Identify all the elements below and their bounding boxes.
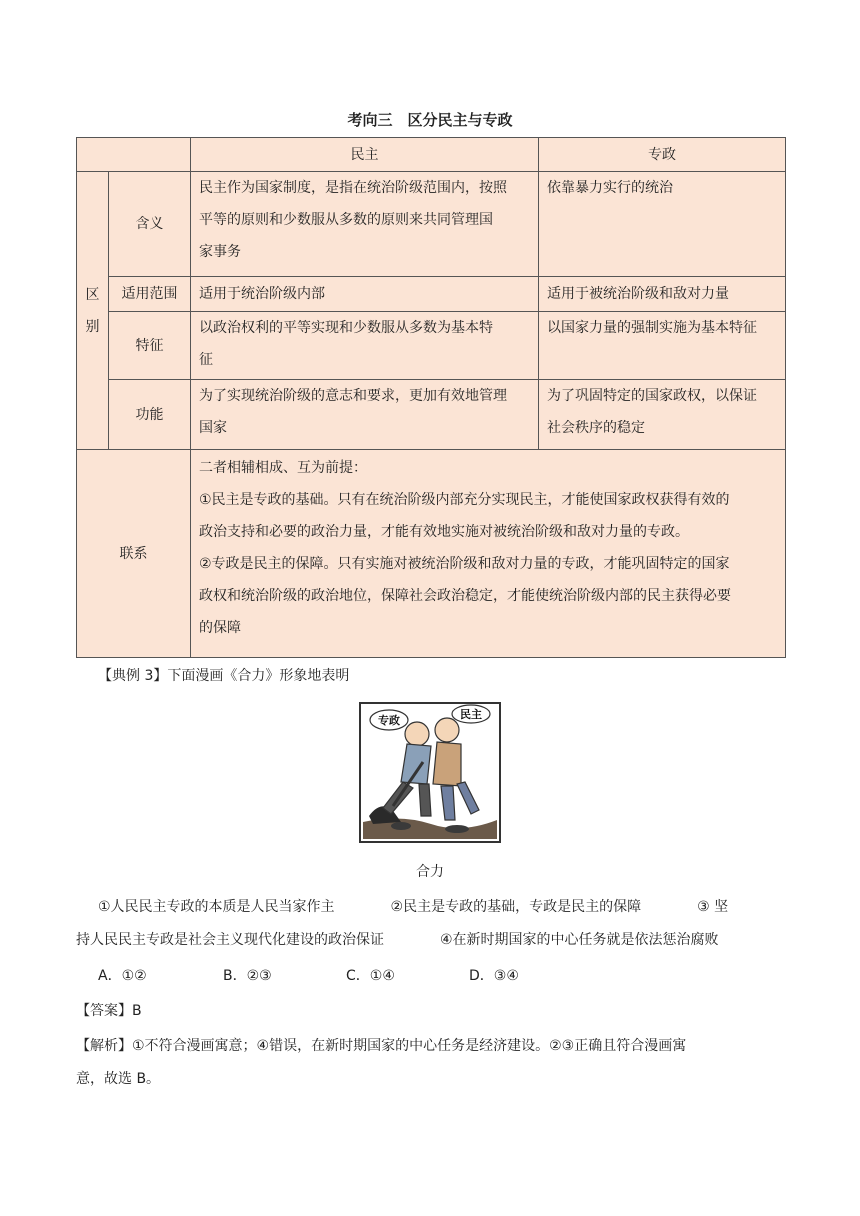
header-democracy: 民主 (191, 138, 539, 172)
text-line: 平等的原则和少数服从多数的原则来共同管理国 (199, 212, 493, 228)
text-line: 家事务 (199, 244, 241, 260)
text-line: 政治支持和必要的政治力量，才能有效地实施对被统治阶级和敌对力量的专政。 (199, 524, 689, 540)
cartoon-image (359, 702, 501, 843)
feature-dictatorship (539, 312, 786, 380)
text-line: 适用于统治阶级内部 (199, 286, 325, 302)
text-line: 二者相辅相成、互为前提： (199, 460, 367, 476)
group-label-char: 别 (85, 318, 100, 335)
options-row (98, 966, 807, 986)
text-line: 适用于被统治阶级和敌对力量 (547, 286, 729, 302)
text-line: 以政治权利的平等实现和少数服从多数为基本特 (199, 320, 493, 336)
group-label-difference (77, 172, 109, 450)
scope-democracy (191, 277, 539, 312)
analysis-line-2: 意，故选 B。 (76, 1071, 161, 1087)
statement-line-1: ①人民民主专政的本质是人民当家作主 ②民主是专政的基础，专政是民主的保障 ③ 坚 (98, 899, 729, 915)
answer: 【答案】B (76, 1003, 142, 1019)
relation-content (191, 450, 786, 658)
option-b: B．②③ (223, 968, 272, 984)
row-label-scope: 适用范围 (109, 277, 191, 312)
comparison-table (76, 137, 786, 658)
header-dictatorship: 专政 (539, 138, 786, 172)
feature-democracy (191, 312, 539, 380)
cartoon-caption: 合力 (416, 864, 444, 880)
meaning-democracy (191, 172, 539, 277)
text-line: 以国家力量的强制实施为基本特征 (547, 320, 757, 336)
text-line: 国家 (199, 420, 227, 436)
cartoon-drawing (361, 704, 499, 841)
example-title: 【典例 3】下面漫画《合力》形象地表明 (98, 668, 350, 684)
text-line: ①民主是专政的基础。只有在统治阶级内部充分实现民主，才能使国家政权获得有效的 (199, 492, 730, 508)
option-d: D．③④ (469, 968, 519, 984)
text-line: 为了巩固特定的国家政权，以保证 (547, 388, 757, 404)
group-label-text (77, 279, 108, 343)
analysis-line-1: 【解析】①不符合漫画寓意；④错误，在新时期国家的中心任务是经济建设。②③正确且符合漫画寓 (76, 1038, 687, 1054)
section-title: 考向三 区分民主与专政 (347, 111, 513, 129)
row-label-function: 功能 (109, 380, 191, 450)
option-a: A．①② (98, 968, 147, 984)
group-label-char: 区 (85, 286, 100, 303)
scope-dictatorship (539, 277, 786, 312)
text-line: 民主作为国家制度，是指在统治阶级范围内，按照 (199, 180, 507, 196)
text-line: 政权和统治阶级的政治地位，保障社会政治稳定，才能使统治阶级内部的民主获得必要 (199, 588, 731, 604)
meaning-dictatorship (539, 172, 786, 277)
text-line: ②专政是民主的保障。只有实施对被统治阶级和敌对力量的专政，才能巩固特定的国家 (199, 556, 730, 572)
header-empty-cell (77, 138, 191, 172)
function-dictatorship (539, 380, 786, 450)
text-line: 社会秩序的稳定 (547, 420, 645, 436)
row-label-meaning: 含义 (109, 172, 191, 277)
text-line: 为了实现统治阶级的意志和要求，更加有效地管理 (199, 388, 507, 404)
statement-line-2: 持人民民主专政是社会主义现代化建设的政治保证 ④在新时期国家的中心任务就是依法惩治腐败 (76, 932, 719, 948)
function-democracy (191, 380, 539, 450)
text-line: 的保障 (199, 620, 241, 636)
text-line: 依靠暴力实行的统治 (547, 180, 673, 196)
row-label-relation: 联系 (77, 450, 191, 658)
cartoon-label-democracy: 民主 (460, 708, 482, 721)
cartoon-label-dictatorship: 专政 (378, 714, 400, 727)
text-line: 征 (199, 352, 213, 368)
option-c: C．①④ (346, 968, 395, 984)
row-label-feature: 特征 (109, 312, 191, 380)
